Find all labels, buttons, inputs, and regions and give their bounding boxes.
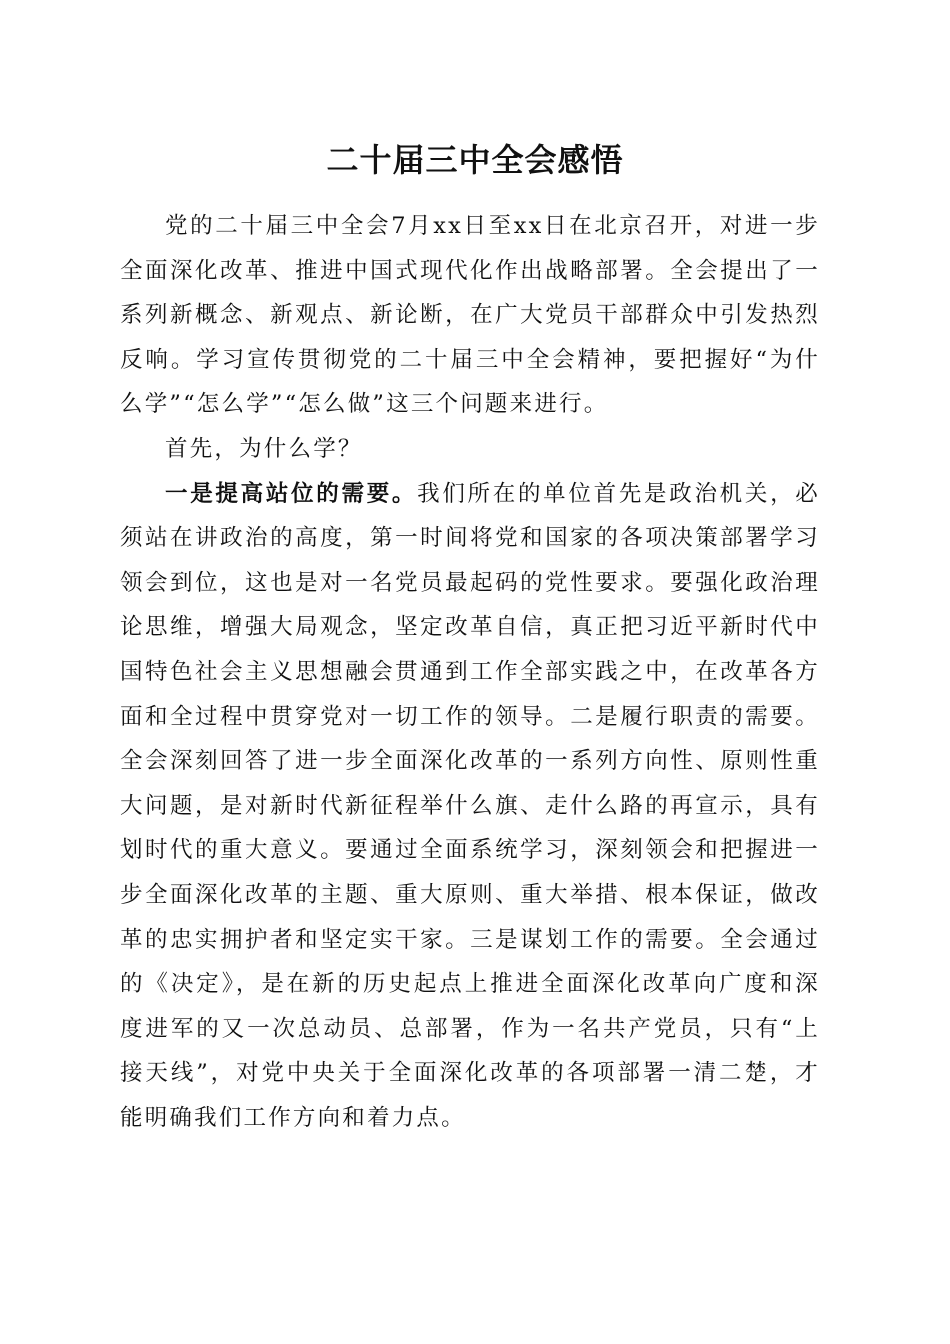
paragraph-intro: 党的二十届三中全会7月xx日至xx日在北京召开，对进一步全面深化改革、推进中国式现代化作出战略部署。全会提出了一系列新概念、新观点、新论断，在广大党员干部群众中引发热烈反响。学习宣传贯彻党的二十届三中全会精神，要把握好“为什么学”“怎么学”“怎么做”这三个问题来进行。 bbox=[120, 213, 820, 418]
paragraph-body-text: 我们所在的单位首先是政治机关，必须站在讲政治的高度，第一时间将党和国家的各项决策部署学习领会到位，这也是对一名党员最起码的党性要求。要强化政治理论思维，增强大局观念，坚定改革自信，真正把习近平新时代中国特色社会主义思想融会贯通到工作全部实践之中，在改革各方面和全过程中贯穿党对一切工作的领导。二是履行职责的需要。全会深刻回答了进一步全面深化改革的一系列方向性、原则性重大问题，是对新时代新征程举什么旗、走什么路的再宣示，具有划时代的重大意义。要通过全面系统学习，深刻领会和把握进一步全面深化改革的主题、重大原则、重大举措、根本保证，做改革的忠实拥护者和坚定实干家。三是谋划工作的需要。全会通过的《决定》，是在新的历史起点上推进全面深化改革向广度和深度进军的又一次总动员、总部署，作为一名共产党员，只有“上接天线”，对党中央关于全面深化改革的各项部署一清二楚，才能明确我们工作方向和着力点。 bbox=[120, 480, 820, 1131]
document-title: 二十届三中全会感悟 bbox=[326, 141, 624, 179]
paragraph-lead-text: 一是提高站位的需要。 bbox=[165, 480, 418, 507]
paragraph-reasons bbox=[120, 472, 820, 1141]
document-body bbox=[120, 204, 820, 1140]
paragraph-heading-why: 首先，为什么学？ bbox=[165, 435, 363, 462]
